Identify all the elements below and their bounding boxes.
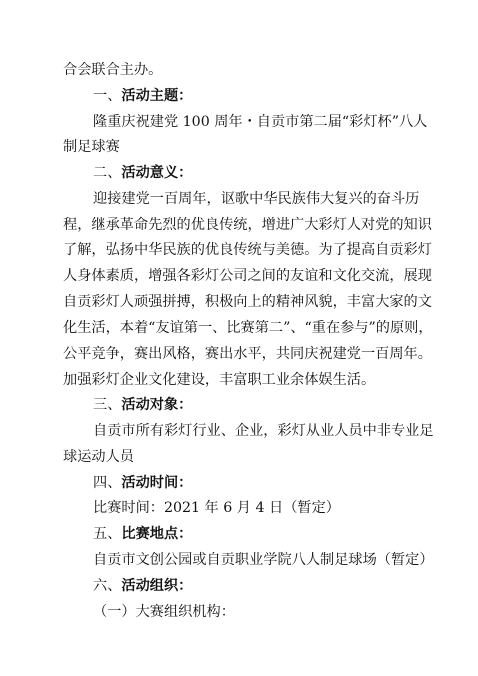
- section-number: 五、: [93, 526, 122, 542]
- section-3-line-1: 自贡市所有彩灯行业、企业，彩灯从业人员中非专业足: [93, 423, 434, 439]
- section-5-line-1: 自贡市文创公园或自贡职业学院八人制足球场（暂定）: [93, 552, 434, 568]
- section-heading-1: [93, 88, 192, 104]
- continuation-text: 合会联合主办。: [63, 62, 163, 78]
- section-heading-3: [93, 397, 192, 413]
- section-2-line-8: 加强彩灯企业文化建设，丰富职工业余体娱生活。: [63, 372, 376, 388]
- section-2-line-5: 自贡彩灯人顽强拼搏，积极向上的精神风貌，丰富大家的文: [63, 294, 432, 310]
- section-number: 四、: [93, 475, 122, 491]
- section-heading-4: [93, 475, 192, 491]
- section-2-line-6: 化生活，本着“友谊第一、比赛第二”、“重在参与”的原则，: [63, 320, 433, 336]
- section-2-line-4: 人身体素质，增强各彩灯公司之间的友谊和文化交流，展现: [63, 268, 432, 284]
- section-title: 活动意义：: [121, 165, 193, 181]
- section-title: 比赛地点：: [121, 526, 193, 542]
- section-1-line-2: 制足球赛: [63, 139, 120, 155]
- section-1-line-1: 隆重庆祝建党 100 周年・自贡市第二届“彩灯杯”八人: [93, 114, 428, 130]
- section-2-line-3: 了解，弘扬中华民族的优良传统与美德。为了提高自贡彩灯: [63, 242, 432, 258]
- section-title: 活动对象：: [121, 397, 193, 413]
- section-number: 一、: [93, 88, 122, 104]
- section-number: 二、: [93, 165, 122, 181]
- section-3-line-2: 球运动人员: [63, 449, 134, 465]
- section-heading-5: [93, 526, 192, 542]
- section-heading-2: [93, 165, 192, 181]
- section-6-line-1: （一）大赛组织机构：: [93, 604, 235, 620]
- section-4-line-1: 比赛时间：2021 年 6 月 4 日（暂定）: [93, 500, 340, 516]
- section-2-line-7: 公平竞争，赛出风格，赛出水平，共同庆祝建党一百周年。: [63, 346, 432, 362]
- section-heading-6: [93, 578, 192, 594]
- section-number: 六、: [93, 578, 122, 594]
- section-2-line-1: 迎接建党一百周年，讴歌中华民族伟大复兴的奋斗历: [93, 191, 420, 207]
- section-number: 三、: [93, 397, 122, 413]
- section-title: 活动组织：: [121, 578, 193, 594]
- section-title: 活动主题：: [121, 88, 193, 104]
- section-title: 活动时间：: [121, 475, 193, 491]
- section-2-line-2: 程，继承革命先烈的优良传统，增进广大彩灯人对党的知识: [63, 217, 432, 233]
